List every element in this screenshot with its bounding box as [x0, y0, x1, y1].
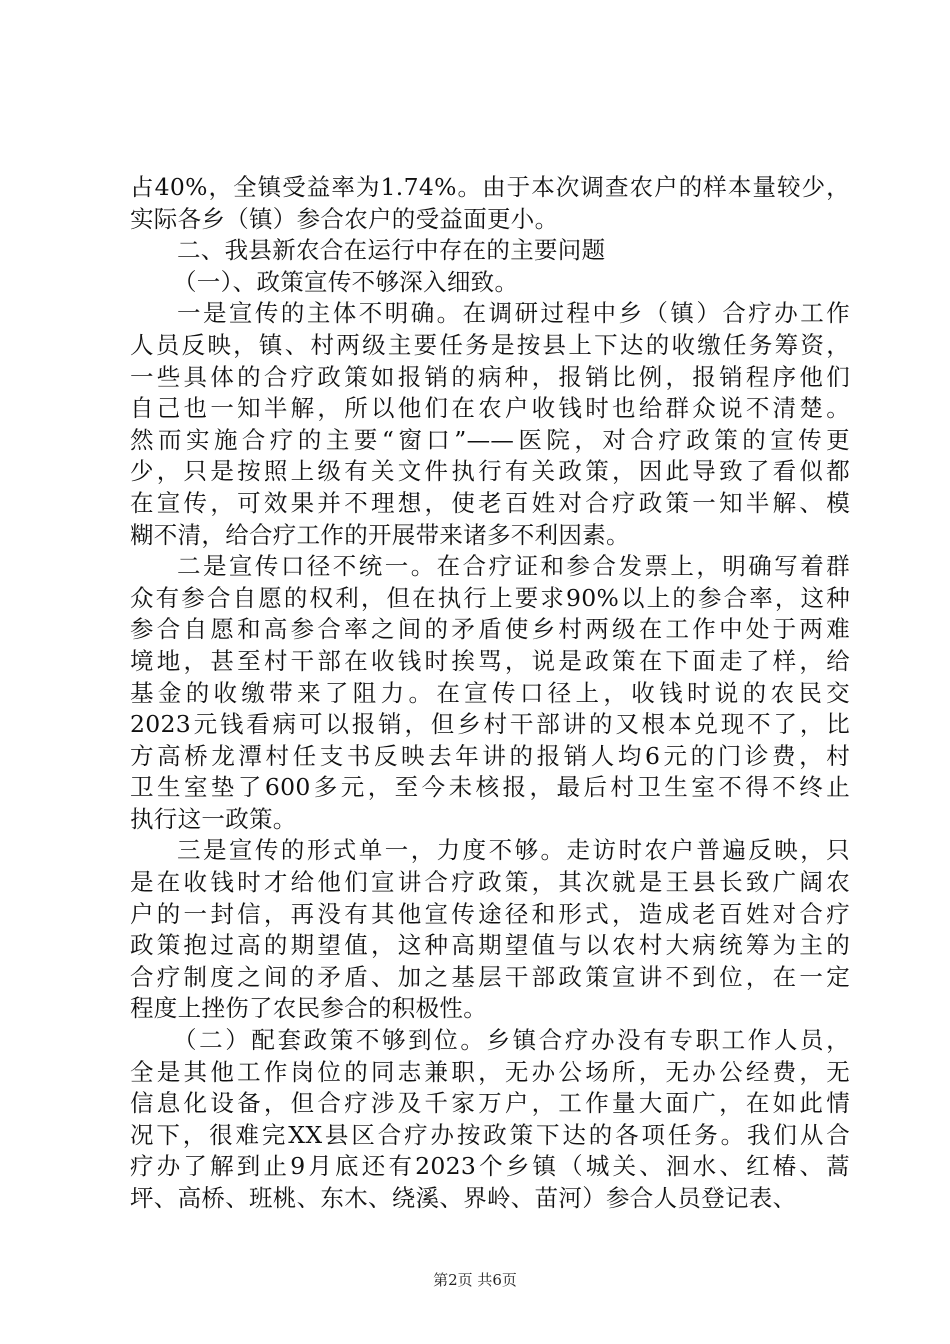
text-line: 境地，甚至村干部在收钱时挨骂，说是政策在下面走了样，给	[130, 646, 850, 675]
text-line: 一些具体的合疗政策如报销的病种，报销比例，报销程序他们	[130, 362, 850, 391]
text-line: 是在收钱时才给他们宣讲合疗政策，其次就是王县长致广阔农	[130, 868, 850, 897]
text-line: 政策抱过高的期望值，这种高期望值与以农村大病统筹为主的	[130, 931, 850, 960]
paragraph	[130, 835, 850, 1025]
text-line: （二）配套政策不够到位。乡镇合疗办没有专职工作人员，	[173, 1026, 850, 1055]
text-line: 方高桥龙潭村任支书反映去年讲的报销人均6元的门诊费，村	[130, 741, 850, 770]
text-line: 实际各乡（镇）参合农户的受益面更小。	[130, 204, 559, 233]
text-line: 况下，很难完XX县区合疗办按政策下达的各项任务。我们从合	[130, 1120, 850, 1149]
text-line: 一是宣传的主体不明确。在调研过程中乡（镇）合疗办工作	[177, 299, 850, 328]
text-line: 程度上挫伤了农民参合的积极性。	[130, 994, 487, 1023]
text-line: 基金的收缴带来了阻力。在宣传口径上，收钱时说的农民交	[130, 678, 850, 707]
paragraph	[130, 298, 850, 551]
page-footer: 第2页 共6页	[433, 1271, 517, 1289]
text-line: （一）、政策宣传不够深入细致。	[173, 267, 519, 296]
text-line: 信息化设备，但合疗涉及千家万户，工作量大面广，在如此情	[130, 1089, 850, 1118]
text-line: 占40%，全镇受益率为1.74%。由于本次调查农户的样本量较少，	[130, 173, 850, 201]
text-line: 在宣传，可效果并不理想，使老百姓对合疗政策一知半解、模	[130, 488, 850, 517]
text-line: 执行这一政策。	[130, 804, 297, 833]
text-line: 坪、高桥、班桃、东木、绕溪、界岭、苗河）参合人员登记表、	[130, 1184, 797, 1212]
text-line: 合疗制度之间的矛盾、加之基层干部政策宣讲不到位，在一定	[130, 962, 850, 991]
paragraph	[130, 172, 850, 235]
text-line: 二、我县新农合在运行中存在的主要问题	[177, 236, 606, 265]
text-line: 自己也一知半解，所以他们在农户收钱时也给群众说不清楚。	[130, 394, 850, 423]
text-line: 众有参合自愿的权利，但在执行上要求90%以上的参合率，这种	[130, 583, 850, 612]
text-line: 2023元钱看病可以报销，但乡村干部讲的又根本兑现不了，比	[130, 710, 850, 739]
text-line: 人员反映，镇、村两级主要任务是按县上下达的收缴任务筹资，	[130, 330, 850, 359]
paragraph	[130, 235, 850, 267]
text-line: 糊不清，给合疗工作的开展带来诸多不利因素。	[130, 520, 630, 549]
text-line: 卫生室垫了600多元，至今未核报，最后村卫生室不得不终止	[130, 773, 850, 802]
document-body	[130, 172, 850, 1215]
paragraph	[130, 267, 850, 299]
text-line: 全是其他工作岗位的同志兼职，无办公场所，无办公经费，无	[130, 1057, 850, 1086]
paragraph	[130, 551, 850, 835]
text-line: 疗办了解到止9月底还有2023个乡镇（城关、洄水、红椿、蒿	[130, 1152, 850, 1181]
text-line: 三是宣传的形式单一，力度不够。走访时农户普遍反映，只	[177, 836, 850, 865]
text-line: 少，只是按照上级有关文件执行有关政策，因此导致了看似都	[130, 457, 850, 486]
text-line: 二是宣传口径不统一。在合疗证和参合发票上，明确写着群	[177, 552, 850, 581]
text-line: 参合自愿和高参合率之间的矛盾使乡村两级在工作中处于两难	[130, 615, 850, 644]
text-line: 然而实施合疗的主要“窗口”——医院，对合疗政策的宣传更	[130, 425, 850, 454]
text-line: 户的一封信，再没有其他宣传途径和形式，造成老百姓对合疗	[130, 899, 850, 928]
paragraph	[130, 1025, 850, 1215]
